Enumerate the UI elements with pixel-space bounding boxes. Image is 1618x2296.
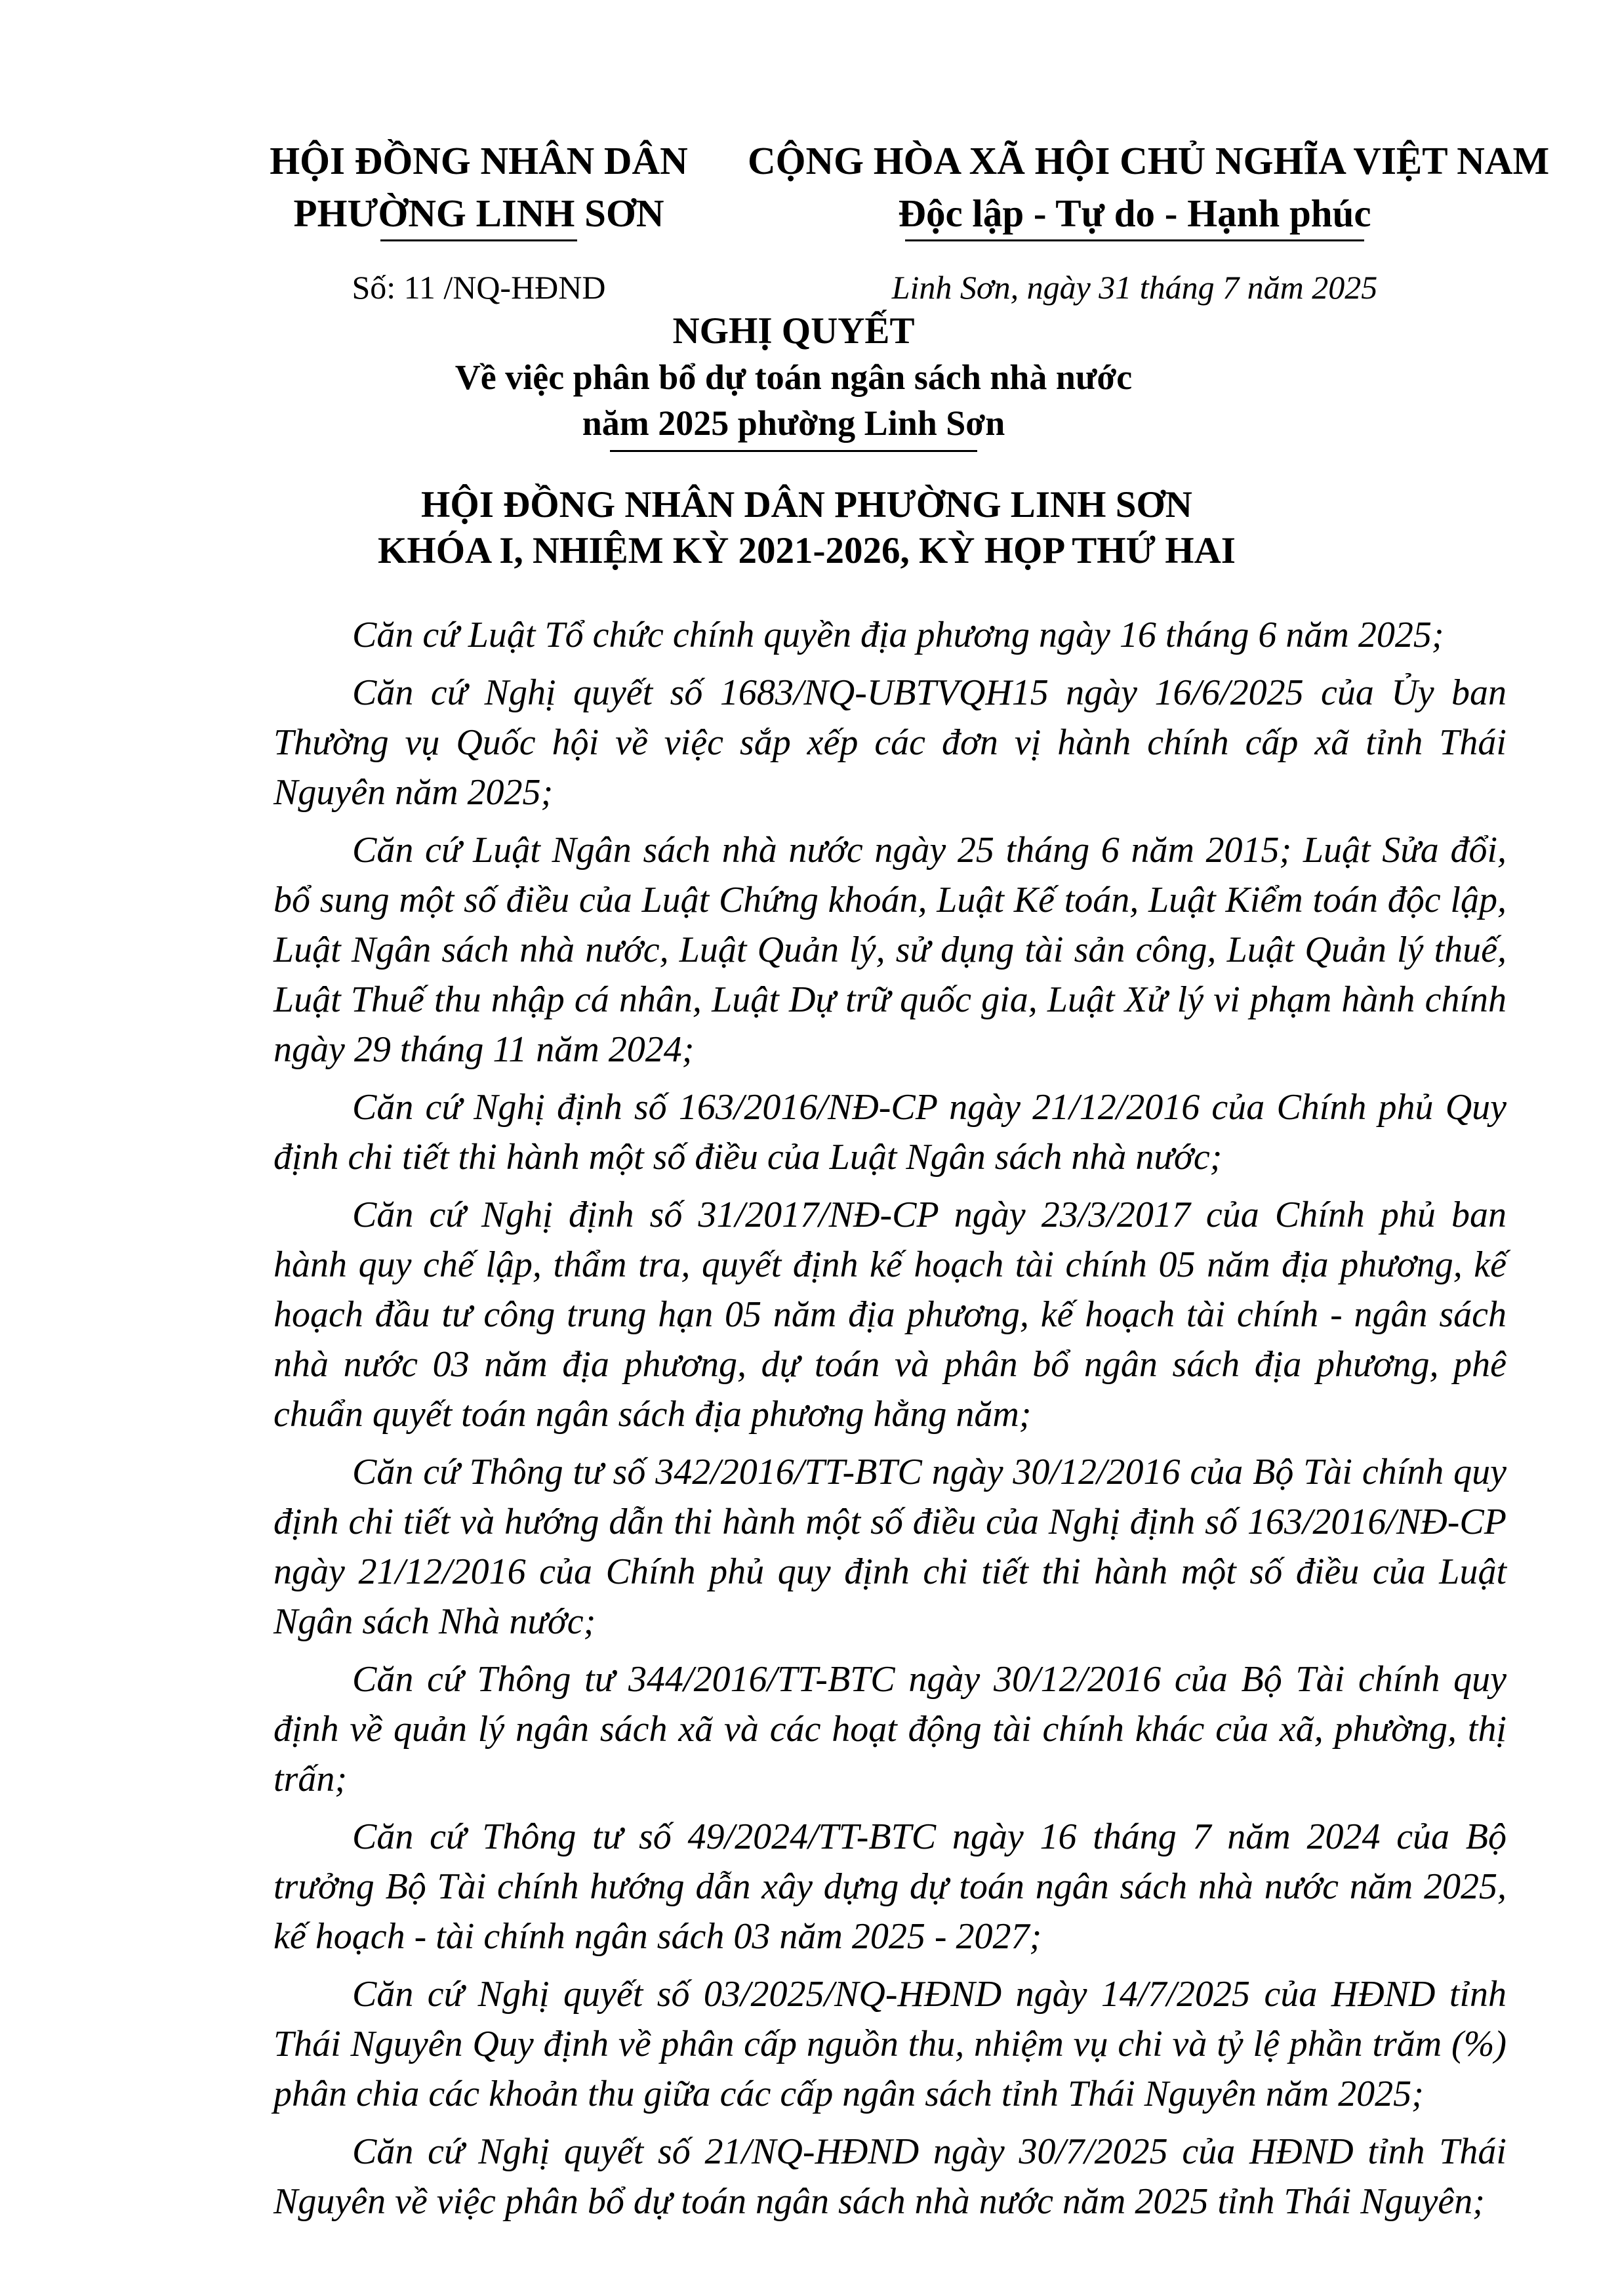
national-motto-block — [748, 134, 1550, 307]
document-title-block — [367, 308, 1220, 452]
place-and-date: Linh Sơn, ngày 31 tháng 7 năm 2025 — [891, 269, 1378, 306]
legal-basis-paragraph: Căn cứ Thông tư số 342/2016/TT-BTC ngày 30/12/2016 của Bộ Tài chính quy định chi tiết và hướng dẫn thi hành một số điều của Nghị định số 163/2016/NĐ-CP ngày 21/12/2016 của Chính phủ quy định chi tiết thi hành một số điều của Luật Ngân sách Nhà nước; — [273, 1452, 1507, 1642]
issuing-authority-block — [249, 134, 708, 307]
legal-basis-section — [273, 610, 1507, 2234]
document-subject-line1: Về việc phân bổ dự toán ngân sách nhà nước — [455, 358, 1133, 397]
issuing-authority-line1: HỘI ĐỒNG NHÂN DÂN — [270, 139, 688, 182]
title-underline — [610, 450, 977, 452]
council-name: HỘI ĐỒNG NHÂN DÂN PHƯỜNG LINH SƠN — [421, 484, 1192, 525]
legal-basis-paragraph: Căn cứ Thông tư 344/2016/TT-BTC ngày 30/12/2016 của Bộ Tài chính quy định về quản lý ngân sách xã và các hoạt động tài chính khác của xã, phường, thị trấn; — [273, 1659, 1507, 1799]
council-session: KHÓA I, NHIỆM KỲ 2021-2026, KỲ HỌP THỨ HAI — [378, 530, 1236, 571]
legal-basis-paragraph: Căn cứ Nghị quyết số 1683/NQ-UBTVQH15 ngày 16/6/2025 của Ủy ban Thường vụ Quốc hội về việc sắp xếp các đơn vị hành chính cấp xã tỉnh Thái Nguyên năm 2025; — [273, 672, 1507, 813]
legal-basis-paragraph: Căn cứ Nghị quyết số 03/2025/NQ-HĐND ngày 14/7/2025 của HĐND tỉnh Thái Nguyên Quy định về phân cấp nguồn thu, nhiệm vụ chi và tỷ lệ phần trăm (%) phân chia các khoản thu giữa các cấp ngân sách tỉnh Thái Nguyên năm 2025; — [273, 1974, 1507, 2114]
document-type: NGHỊ QUYẾT — [672, 310, 915, 352]
legal-basis-paragraph: Căn cứ Luật Tổ chức chính quyền địa phương ngày 16 tháng 6 năm 2025; — [352, 615, 1444, 655]
document-subject-line2: năm 2025 phường Linh Sơn — [582, 403, 1005, 443]
legal-basis-paragraph: Căn cứ Nghị định số 31/2017/NĐ-CP ngày 23/3/2017 của Chính phủ ban hành quy chế lập, thẩm tra, quyết định kế hoạch tài chính 05 năm địa phương, kế hoạch đầu tư công trung hạn 05 năm địa phương, kế hoạch tài chính - ngân sách nhà nước 03 năm địa phương, dự toán và phân bổ ngân sách địa phương, phê chuẩn quyết toán ngân sách địa phương hằng năm; — [273, 1195, 1507, 1435]
legal-basis-paragraph: Căn cứ Nghị quyết số 21/NQ-HĐND ngày 30/7/2025 của HĐND tỉnh Thái Nguyên về việc phân bổ dự toán ngân sách nhà nước năm 2025 tỉnh Thái Nguyên; — [273, 2131, 1507, 2222]
country-name: CỘNG HÒA XÃ HỘI CHỦ NGHĨA VIỆT NAM — [748, 139, 1550, 182]
council-heading — [249, 482, 1364, 574]
national-motto: Độc lập - Tự do - Hạnh phúc — [898, 192, 1371, 235]
legal-basis-paragraph: Căn cứ Nghị định số 163/2016/NĐ-CP ngày 21/12/2016 của Chính phủ Quy định chi tiết thi hành một số điều của Luật Ngân sách nhà nước; — [273, 1087, 1507, 1178]
authority-underline — [380, 239, 577, 241]
legal-basis-paragraph: Căn cứ Luật Ngân sách nhà nước ngày 25 tháng 6 năm 2015; Luật Sửa đổi, bổ sung một số điều của Luật Chứng khoán, Luật Kế toán, Luật Kiểm toán độc lập, Luật Ngân sách nhà nước, Luật Quản lý, sử dụng tài sản công, Luật Quản lý thuế, Luật Thuế thu nhập cá nhân, Luật Dự trữ quốc gia, Luật Xử lý vi phạm hành chính ngày 29 tháng 11 năm 2024; — [273, 830, 1507, 1070]
issuing-authority-line2: PHƯỜNG LINH SƠN — [293, 192, 664, 235]
legal-basis-paragraph: Căn cứ Thông tư số 49/2024/TT-BTC ngày 16 tháng 7 năm 2024 của Bộ trưởng Bộ Tài chính hướng dẫn xây dựng dự toán ngân sách nhà nước năm 2025, kế hoạch - tài chính ngân sách 03 năm 2025 - 2027; — [273, 1816, 1507, 1957]
motto-underline — [905, 239, 1364, 241]
document-number: Số: 11 /NQ-HĐND — [352, 269, 606, 306]
